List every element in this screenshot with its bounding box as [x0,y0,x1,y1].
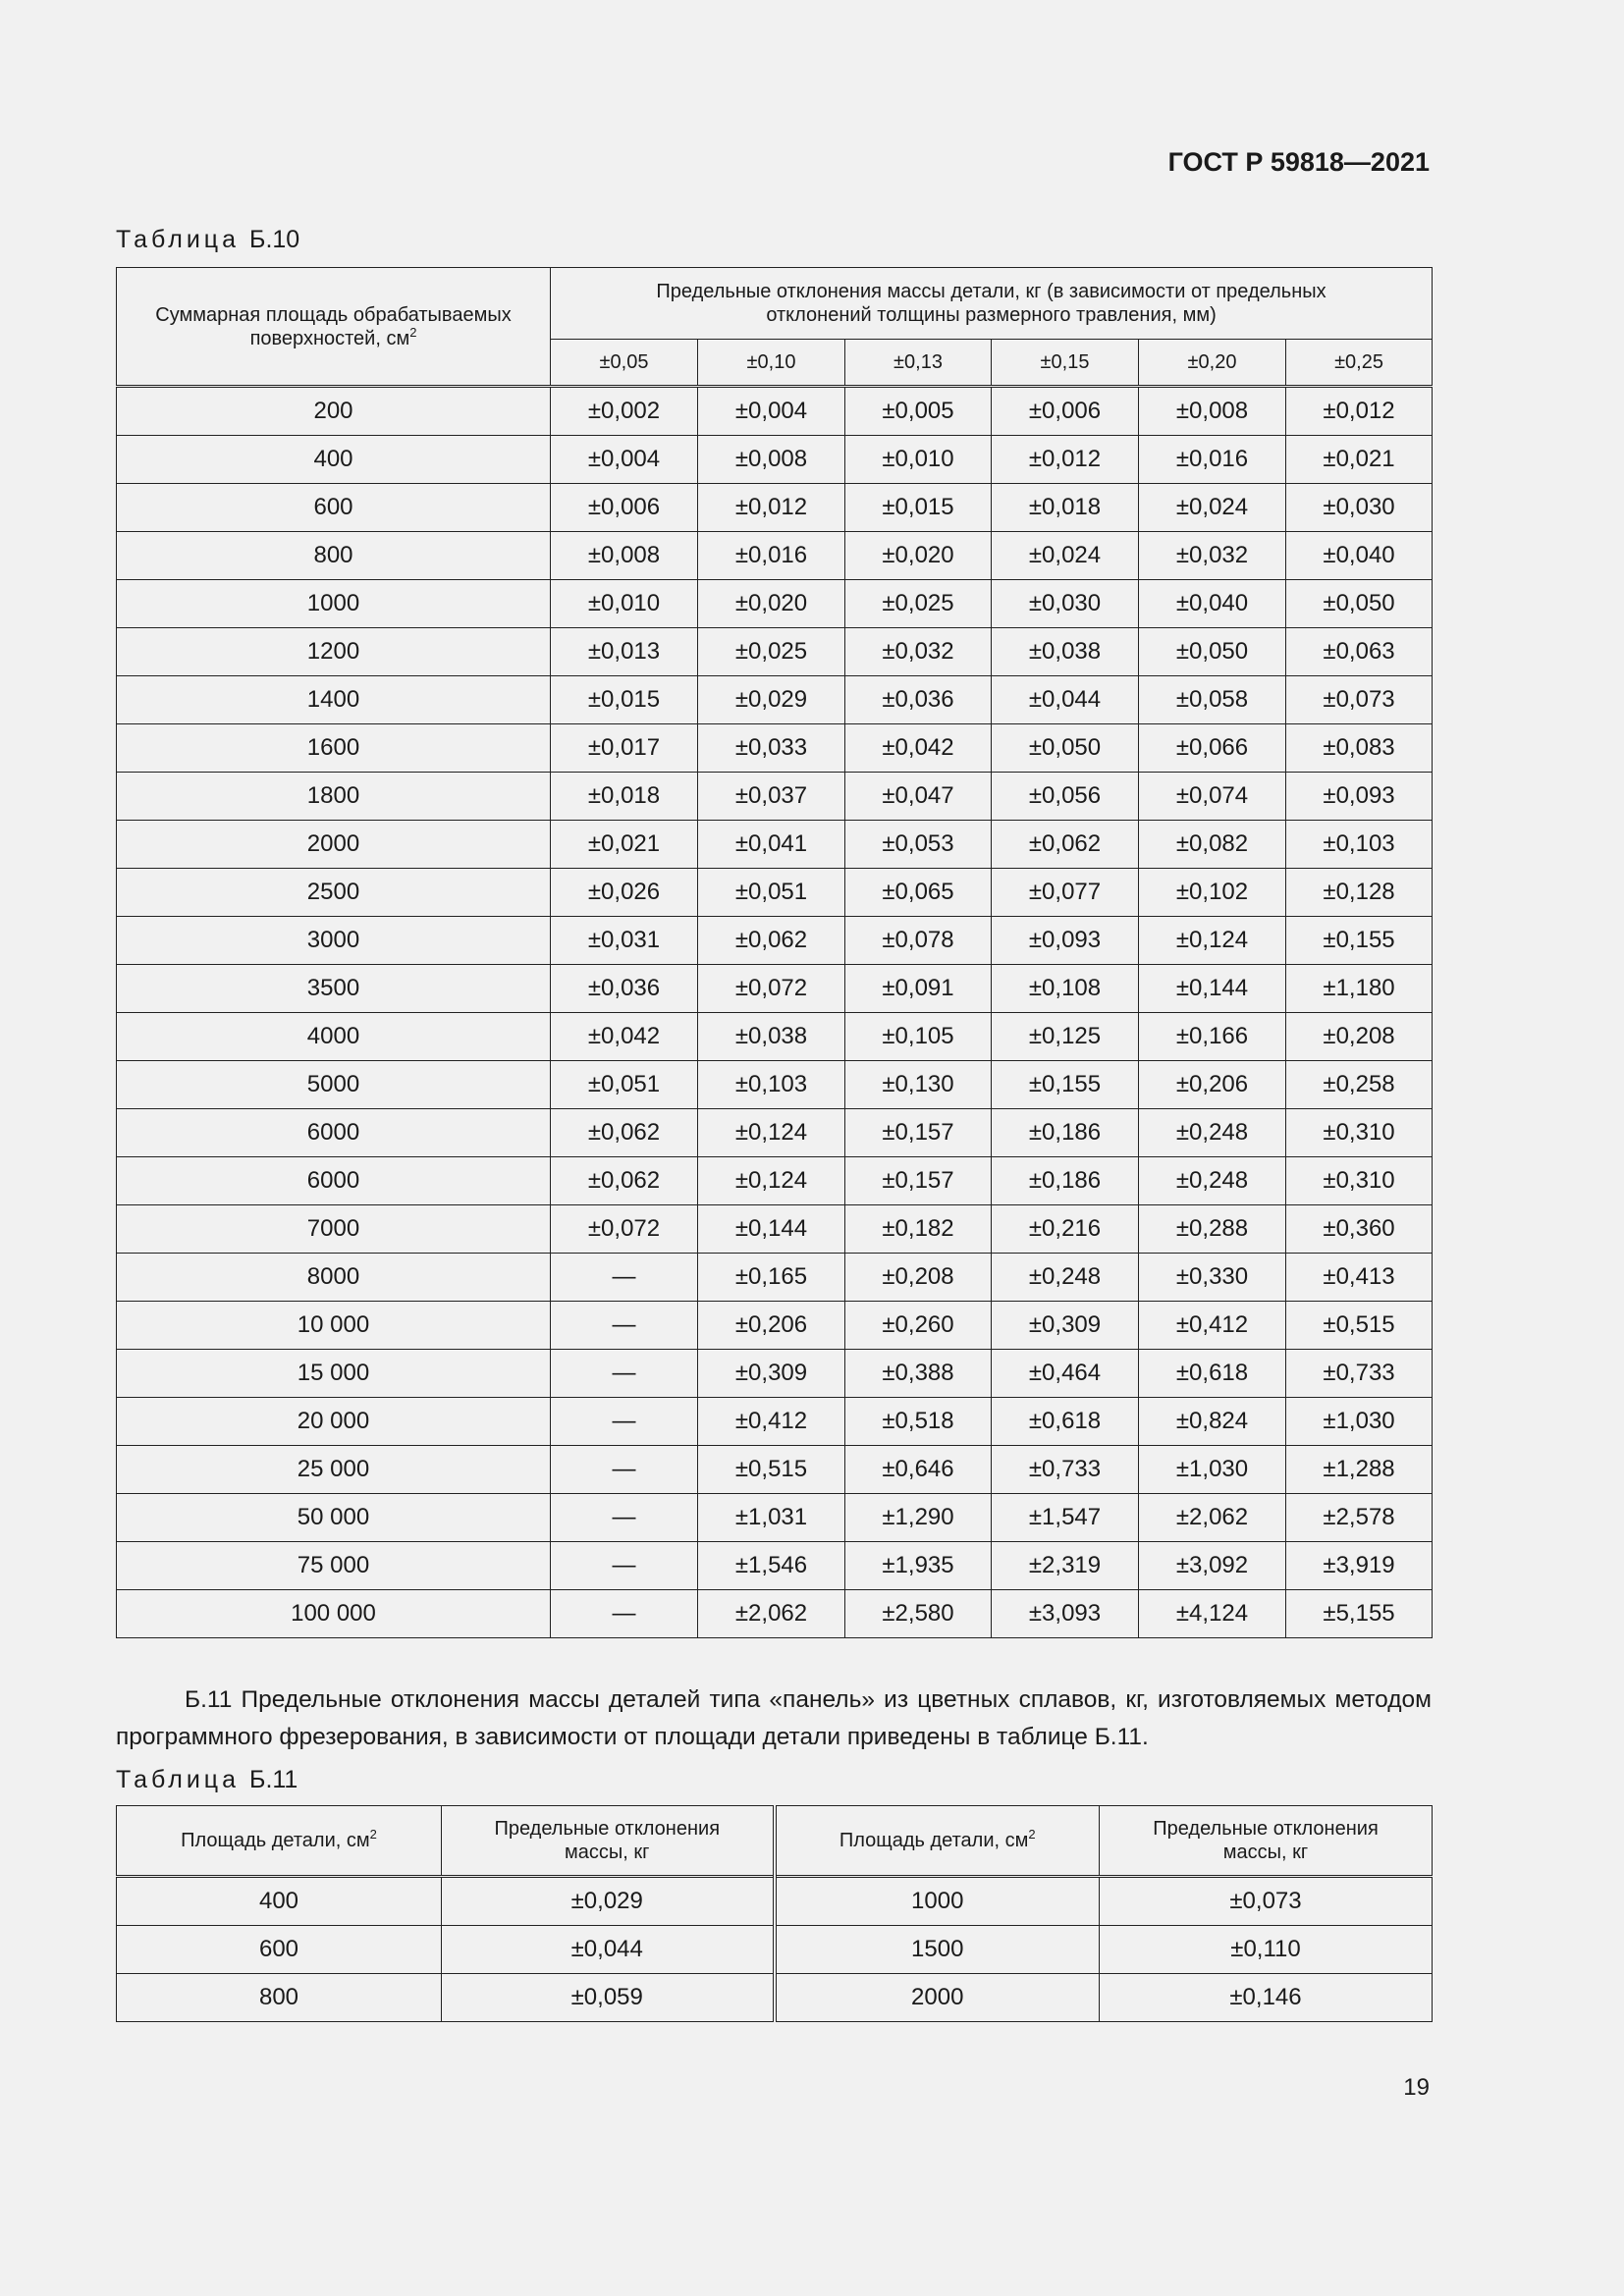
deviation-cell: ±0,124 [698,1157,845,1205]
deviation-cell: ±1,290 [845,1494,992,1542]
deviation-cell: ±0,063 [1286,628,1433,676]
area-cell: 5000 [117,1061,551,1109]
deviation-cell: ±0,144 [698,1205,845,1254]
deviation-cell: ±0,065 [845,869,992,917]
table-row [117,1398,1433,1446]
deviation-cell: ±0,025 [698,628,845,676]
deviation-cell: ±0,310 [1286,1157,1433,1205]
deviation-cell: ±0,072 [698,965,845,1013]
deviation-cell: ±0,004 [698,387,845,436]
deviation-cell: — [551,1254,698,1302]
deviation-cell: ±0,016 [1139,436,1286,484]
deviation-cell: ±0,042 [551,1013,698,1061]
table-row [117,387,1433,436]
area-cell: 2500 [117,869,551,917]
deviation-cell: ±0,047 [845,773,992,821]
deviation-cell: ±0,125 [992,1013,1139,1061]
deviation-cell: ±0,005 [845,387,992,436]
area-cell: 100 000 [117,1590,551,1638]
deviation-cell: ±0,062 [698,917,845,965]
table-row [117,1494,1433,1542]
deviation-cell: ±4,124 [1139,1590,1286,1638]
area-cell: 1000 [775,1877,1100,1926]
deviation-cell: ±0,074 [1139,773,1286,821]
deviation-cell: ±0,062 [992,821,1139,869]
area-cell: 1400 [117,676,551,724]
table-row [117,1877,1433,1926]
table-row [117,773,1433,821]
table-row [117,1109,1433,1157]
deviation-cell: ±0,128 [1286,869,1433,917]
deviation-cell: ±2,062 [698,1590,845,1638]
caption-word: Таблица [116,226,241,253]
page-number: 19 [1403,2074,1430,2101]
area-cell: 1200 [117,628,551,676]
table-row [117,1302,1433,1350]
deviation-cell: ±0,004 [551,436,698,484]
deviation-cell: ±0,042 [845,724,992,773]
table-row [117,1350,1433,1398]
deviation-cell: ±0,020 [698,580,845,628]
deviation-cell: ±0,412 [698,1398,845,1446]
table-row [117,436,1433,484]
deviation-cell: ±0,093 [1286,773,1433,821]
deviation-cell: — [551,1590,698,1638]
area-cell: 600 [117,484,551,532]
deviation-cell: ±0,041 [698,821,845,869]
deviation-cell: ±0,464 [992,1350,1139,1398]
deviation-cell: ±0,073 [1100,1877,1433,1926]
caption-word: Таблица [116,1766,241,1793]
subheader-thickness: ±0,25 [1286,340,1433,387]
deviation-cell: ±0,012 [698,484,845,532]
table-row [117,724,1433,773]
deviation-cell: ±0,006 [992,387,1139,436]
deviation-cell: — [551,1446,698,1494]
table-row [117,532,1433,580]
deviation-cell: ±1,546 [698,1542,845,1590]
deviation-cell: ±0,166 [1139,1013,1286,1061]
deviation-cell: ±0,018 [992,484,1139,532]
deviation-cell: ±0,248 [1139,1109,1286,1157]
deviation-cell: ±0,050 [1139,628,1286,676]
table-row [117,580,1433,628]
deviation-cell: ±1,180 [1286,965,1433,1013]
deviation-cell: ±0,029 [698,676,845,724]
deviation-cell: ±0,038 [698,1013,845,1061]
column-header-deviation: Предельные отклонения массы, кг [1100,1806,1433,1877]
deviation-cell: ±0,032 [845,628,992,676]
deviation-cell: ±0,024 [1139,484,1286,532]
area-cell: 400 [117,1877,442,1926]
table-row [117,1974,1433,2022]
area-cell: 2000 [775,1974,1100,2022]
area-cell: 7000 [117,1205,551,1254]
deviation-cell: ±0,025 [845,580,992,628]
area-cell: 15 000 [117,1350,551,1398]
deviation-cell: ±0,260 [845,1302,992,1350]
deviation-cell: ±3,092 [1139,1542,1286,1590]
deviation-cell: ±1,547 [992,1494,1139,1542]
deviation-cell: ±0,078 [845,917,992,965]
deviation-cell: ±0,186 [992,1109,1139,1157]
deviation-cell: ±0,360 [1286,1205,1433,1254]
deviation-cell: ±0,515 [698,1446,845,1494]
subheader-thickness: ±0,20 [1139,340,1286,387]
deviation-cell: ±0,033 [698,724,845,773]
paragraph-b11: Б.11 Предельные отклонения массы деталей типа «панель» из цветных сплавов, кг, изготовляемых методом программного фрезерования, в зависимости от площади детали приведены в таблице Б.11. [116,1686,1432,1750]
column-group-header: Предельные отклонения массы детали, кг (в зависимости от предельных отклонений толщины размерного травления, мм) [551,268,1433,340]
table-row [117,1446,1433,1494]
deviation-cell: ±0,020 [845,532,992,580]
table-b10 [116,267,1433,1638]
deviation-cell: ±1,288 [1286,1446,1433,1494]
deviation-cell: ±0,309 [698,1350,845,1398]
deviation-cell: ±0,082 [1139,821,1286,869]
document-code: ГОСТ Р 59818—2021 [1167,147,1430,177]
deviation-cell: ±0,066 [1139,724,1286,773]
deviation-cell: ±0,733 [1286,1350,1433,1398]
table-row [117,1590,1433,1638]
deviation-cell: ±0,017 [551,724,698,773]
area-cell: 4000 [117,1013,551,1061]
area-cell: 6000 [117,1109,551,1157]
deviation-cell: ±0,733 [992,1446,1139,1494]
column-header-deviation: Предельные отклонения массы, кг [442,1806,775,1877]
area-cell: 20 000 [117,1398,551,1446]
deviation-cell: ±0,165 [698,1254,845,1302]
deviation-cell: ±0,157 [845,1157,992,1205]
area-cell: 200 [117,387,551,436]
deviation-cell: ±0,072 [551,1205,698,1254]
deviation-cell: ±0,012 [992,436,1139,484]
deviation-cell: ±0,216 [992,1205,1139,1254]
deviation-cell: ±0,330 [1139,1254,1286,1302]
deviation-cell: ±0,146 [1100,1974,1433,2022]
area-cell: 3000 [117,917,551,965]
table-b11 [116,1805,1433,2022]
table-row [117,1205,1433,1254]
deviation-cell: ±0,618 [992,1398,1139,1446]
deviation-cell: ±0,002 [551,387,698,436]
deviation-cell: ±0,248 [992,1254,1139,1302]
deviation-cell: ±0,206 [698,1302,845,1350]
deviation-cell: ±0,029 [442,1877,775,1926]
deviation-cell: ±0,258 [1286,1061,1433,1109]
deviation-cell: ±0,051 [698,869,845,917]
deviation-cell: ±0,015 [845,484,992,532]
deviation-cell: ±1,935 [845,1542,992,1590]
deviation-cell: ±3,093 [992,1590,1139,1638]
area-cell: 75 000 [117,1542,551,1590]
deviation-cell: ±0,021 [1286,436,1433,484]
deviation-cell: ±0,008 [698,436,845,484]
area-cell: 600 [117,1926,442,1974]
deviation-cell: ±0,015 [551,676,698,724]
table-row [117,1013,1433,1061]
deviation-cell: ±0,038 [992,628,1139,676]
deviation-cell: ±1,030 [1286,1398,1433,1446]
deviation-cell: ±0,130 [845,1061,992,1109]
deviation-cell: ±0,248 [1139,1157,1286,1205]
deviation-cell: ±2,578 [1286,1494,1433,1542]
deviation-cell: ±3,919 [1286,1542,1433,1590]
deviation-cell: ±0,050 [992,724,1139,773]
deviation-cell: ±0,155 [992,1061,1139,1109]
deviation-cell: ±2,062 [1139,1494,1286,1542]
area-cell: 10 000 [117,1302,551,1350]
deviation-cell: ±0,062 [551,1157,698,1205]
deviation-cell: ±0,413 [1286,1254,1433,1302]
deviation-cell: ±0,036 [551,965,698,1013]
deviation-cell: — [551,1350,698,1398]
deviation-cell: — [551,1398,698,1446]
deviation-cell: ±0,012 [1286,387,1433,436]
deviation-cell: ±0,030 [1286,484,1433,532]
table-row [117,917,1433,965]
deviation-cell: ±0,208 [1286,1013,1433,1061]
deviation-cell: ±0,824 [1139,1398,1286,1446]
column-header-area: Суммарная площадь обрабатываемых поверхностей, $см^2$ [117,268,551,387]
deviation-cell: ±0,182 [845,1205,992,1254]
deviation-cell: ±0,030 [992,580,1139,628]
deviation-cell: ±0,018 [551,773,698,821]
table-row [117,821,1433,869]
deviation-cell: ±0,053 [845,821,992,869]
table-b10-caption [116,226,299,254]
area-cell: 800 [117,532,551,580]
deviation-cell: ±0,051 [551,1061,698,1109]
deviation-cell: ±0,062 [551,1109,698,1157]
deviation-cell: ±0,110 [1100,1926,1433,1974]
deviation-cell: ±0,102 [1139,869,1286,917]
deviation-cell: ±0,006 [551,484,698,532]
deviation-cell: ±0,013 [551,628,698,676]
deviation-cell: ±0,024 [992,532,1139,580]
deviation-cell: ±0,091 [845,965,992,1013]
deviation-cell: ±0,206 [1139,1061,1286,1109]
deviation-cell: ±0,288 [1139,1205,1286,1254]
deviation-cell: ±0,026 [551,869,698,917]
deviation-cell: ±0,309 [992,1302,1139,1350]
deviation-cell: ±0,077 [992,869,1139,917]
subheader-thickness: ±0,13 [845,340,992,387]
table-row [117,484,1433,532]
area-cell: 8000 [117,1254,551,1302]
deviation-cell: ±0,040 [1139,580,1286,628]
area-cell: 3500 [117,965,551,1013]
deviation-cell: ±0,155 [1286,917,1433,965]
subheader-thickness: ±0,10 [698,340,845,387]
deviation-cell: ±0,056 [992,773,1139,821]
table-row [117,1254,1433,1302]
area-cell: 1600 [117,724,551,773]
deviation-cell: ±5,155 [1286,1590,1433,1638]
area-cell: 1000 [117,580,551,628]
deviation-cell: — [551,1542,698,1590]
deviation-cell: ±1,031 [698,1494,845,1542]
deviation-cell: ±0,105 [845,1013,992,1061]
deviation-cell: ±0,010 [551,580,698,628]
deviation-cell: ±0,157 [845,1109,992,1157]
deviation-cell: ±0,093 [992,917,1139,965]
deviation-cell: ±0,008 [551,532,698,580]
area-cell: 2000 [117,821,551,869]
deviation-cell: ±0,124 [1139,917,1286,965]
deviation-cell: ±0,103 [698,1061,845,1109]
deviation-cell: ±0,010 [845,436,992,484]
deviation-cell: ±0,059 [442,1974,775,2022]
table-row [117,869,1433,917]
column-header-area: Площадь детали, $см^2$ [117,1806,442,1877]
deviation-cell: ±0,040 [1286,532,1433,580]
deviation-cell: ±0,208 [845,1254,992,1302]
deviation-cell: ±0,412 [1139,1302,1286,1350]
deviation-cell: ±0,073 [1286,676,1433,724]
table-row [117,1061,1433,1109]
deviation-cell: ±0,124 [698,1109,845,1157]
deviation-cell: ±0,008 [1139,387,1286,436]
deviation-cell: ±2,319 [992,1542,1139,1590]
deviation-cell: — [551,1302,698,1350]
table-row [117,965,1433,1013]
deviation-cell: ±0,518 [845,1398,992,1446]
deviation-cell: — [551,1494,698,1542]
deviation-cell: ±0,031 [551,917,698,965]
deviation-cell: ±0,044 [442,1926,775,1974]
area-cell: 800 [117,1974,442,2022]
deviation-cell: ±0,044 [992,676,1139,724]
deviation-cell: ±0,515 [1286,1302,1433,1350]
deviation-cell: ±0,186 [992,1157,1139,1205]
deviation-cell: ±0,016 [698,532,845,580]
deviation-cell: ±0,618 [1139,1350,1286,1398]
table-b11-caption [116,1766,298,1794]
area-cell: 50 000 [117,1494,551,1542]
table-row [117,1542,1433,1590]
area-cell: 6000 [117,1157,551,1205]
table-row [117,628,1433,676]
area-cell: 1800 [117,773,551,821]
table-row [117,1926,1433,1974]
deviation-cell: ±0,050 [1286,580,1433,628]
deviation-cell: ±0,058 [1139,676,1286,724]
deviation-cell: ±0,036 [845,676,992,724]
caption-number: Б.11 [249,1766,298,1793]
deviation-cell: ±0,310 [1286,1109,1433,1157]
area-cell: 1500 [775,1926,1100,1974]
deviation-cell: ±0,083 [1286,724,1433,773]
deviation-cell: ±2,580 [845,1590,992,1638]
subheader-thickness: ±0,05 [551,340,698,387]
subheader-thickness: ±0,15 [992,340,1139,387]
deviation-cell: ±0,388 [845,1350,992,1398]
table-row [117,1157,1433,1205]
area-cell: 400 [117,436,551,484]
column-header-area: Площадь детали, $см^2$ [775,1806,1100,1877]
deviation-cell: ±0,646 [845,1446,992,1494]
table-row [117,676,1433,724]
deviation-cell: ±0,103 [1286,821,1433,869]
deviation-cell: ±0,108 [992,965,1139,1013]
deviation-cell: ±0,037 [698,773,845,821]
deviation-cell: ±0,021 [551,821,698,869]
caption-number: Б.10 [249,226,300,253]
area-cell: 25 000 [117,1446,551,1494]
deviation-cell: ±1,030 [1139,1446,1286,1494]
deviation-cell: ±0,032 [1139,532,1286,580]
deviation-cell: ±0,144 [1139,965,1286,1013]
